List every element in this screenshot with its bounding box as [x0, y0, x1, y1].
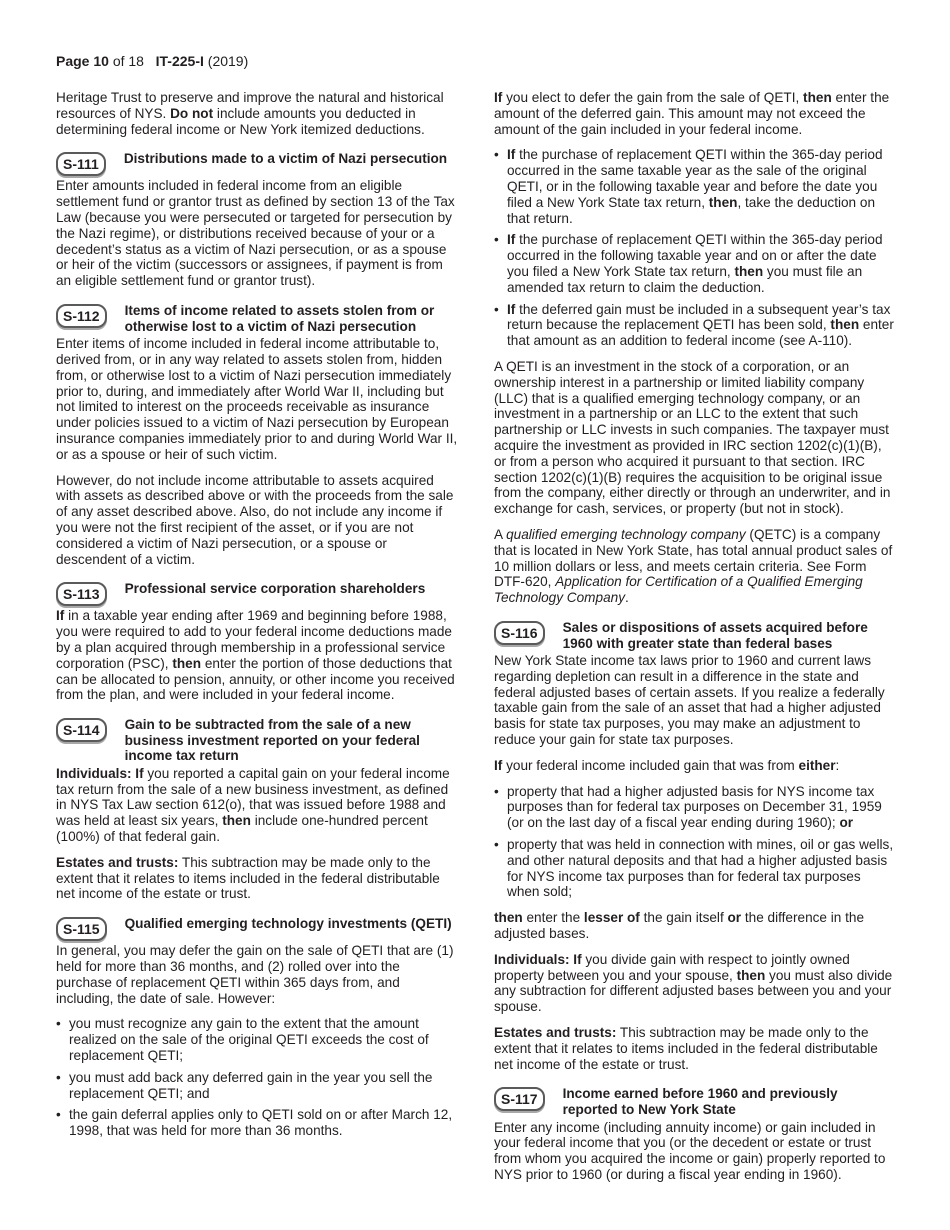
- list-item: • If the purchase of replacement QETI within the 365-day period occurred in the following taxable year and on or after the date you filed a New York State tax return, then you must file an amended tax return to claim the deduction.: [494, 232, 896, 295]
- s112-paragraph-2: However, do not include income attributable to assets acquired with assets as described above or with the proceeds from the sale of any asset described above. Also, do not include any income if you were not the first recipient of the asset, or if you are not considered a victim of Nazi persecution, or a spouse or descendent of a victim.: [56, 472, 454, 567]
- page-of-total: of 18: [112, 53, 144, 69]
- list-item: • If the purchase of replacement QETI within the 365-day period occurred in the same taxable year as the sale of the original QETI, or in the following taxable year and before the date you filed a New York State tax return, then, take the deduction on that return.: [494, 147, 896, 226]
- intro-paragraph: Heritage Trust to preserve and improve the natural and historical resources of NYS. Do not include amounts you deducted in determining federal income or New York itemized deductions.: [56, 90, 444, 137]
- s116-paragraph-3: then enter the lesser of the gain itself or the difference in the adjusted bases.: [494, 910, 865, 942]
- s116-estates-paragraph: Estates and trusts: This subtraction may be made only to the extent that it relates to items included in the federal distributable net income of the estate or trust.: [494, 1025, 878, 1072]
- s115-bullet-list: [56, 1016, 458, 1139]
- section-s115-header: [56, 916, 458, 941]
- list-item: • If the deferred gain must be included in a subsequent year’s tax return because the replacement QETI has been sold, then enter that amount as an addition to federal income (see A-110).: [494, 302, 896, 349]
- page-word: Page: [56, 53, 90, 69]
- section-title: Items of income related to assets stolen from or otherwise lost to a victim of Nazi persecution: [124, 302, 435, 334]
- section-code-badge: S-114: [56, 718, 107, 742]
- qeti-definition-paragraph: A QETI is an investment in the stock of a corporation, or an ownership interest in a partnership or limited liability company (LLC) that is a qualified emerging technology company, or an investment in a partnership or an LLC to the extent that such partnership or LLC invests in such companies. The taxpayer must acquire the investment as provided in IRC section 1202(c)(1)(B), or from a person who acquired it pursuant to that section. IRC section 1202(c)(1)(B) requires the acquisition to be original issue from the company, either directly or through an underwriter, and in exchange for cash, services, or property (but not in stock).: [494, 358, 891, 517]
- section-s117-header: [494, 1086, 896, 1117]
- s113-paragraph: If in a taxable year ending after 1969 and beginning before 1988, you were required to add to your federal income deductions made by a plan acquired through membership in a professional service corporation (PSC), then enter the portion of those deductions that can be allocated to pension, annuity, or other income you received from the plan, and were included in your federal income.: [56, 608, 455, 703]
- section-code-badge: S-117: [494, 1087, 545, 1111]
- section-title: Income earned before 1960 and previously reported to New York State: [562, 1086, 838, 1118]
- defer-paragraph: If you elect to defer the gain from the sale of QETI, then enter the amount of the deferred gain. This amount may not exceed the amount of the gain included in your federal income.: [494, 90, 890, 137]
- section-code-badge: S-112: [56, 304, 107, 328]
- section-title: Qualified emerging technology investments (QETI): [124, 916, 452, 932]
- list-item: • you must recognize any gain to the extent that the amount realized on the sale of the original QETI exceeds the cost of replacement QETI;: [56, 1016, 458, 1063]
- s112-paragraph-1: Enter items of income included in federal income attributable to, derived from, or in any way related to assets stolen from, hidden from, or otherwise lost to a victim of Nazi persecution immediately prior to, during, and immediately after World War II, including but not limited to interest on the proceeds receivable as insurance under policies issued to a victim of Nazi persecution by European insurance companies immediately prior to and during World War II, or as a spouse or heir of such victim.: [56, 336, 458, 462]
- s117-paragraph: Enter any income (including annuity income) or gain included in your federal income that you (or the decedent or estate or trust from whom you acquired the income or gain) properly reported to NYS prior to 1960 (or during a fiscal year ending in 1960).: [494, 1119, 886, 1182]
- section-title: Professional service corporation shareholders: [124, 581, 426, 597]
- section-title: Distributions made to a victim of Nazi persecution: [123, 151, 448, 167]
- s116-paragraph-2: If your federal income included gain that was from either:: [494, 757, 840, 773]
- section-s113-header: [56, 581, 458, 606]
- list-item: • the gain deferral applies only to QETI sold on or after March 12, 1998, that was held for more than 36 months.: [56, 1107, 458, 1139]
- s114-individuals-paragraph: Individuals: If you reported a capital gain on your federal income tax return from the sale of a new business investment, as defined in NYS Tax Law section 612(o), that was issued before 1988 and was held at least six years, then include one-hundred percent (100%) of that federal gain.: [56, 765, 450, 845]
- page-number: 10: [93, 53, 109, 69]
- s116-individuals-paragraph: Individuals: If you divide gain with respect to jointly owned property between you and your spouse, then you must also divide any subtraction for different adjusted bases between you and your spouse.: [494, 951, 893, 1015]
- list-item: • property that had a higher adjusted basis for NYS income tax purposes than for federal tax purposes on December 31, 1959 (or on the last day of a fiscal year ending during 1960); or: [494, 784, 896, 831]
- page-header: [56, 53, 248, 70]
- left-column: [56, 90, 458, 1149]
- form-id: IT-225-I: [155, 53, 204, 69]
- s115-paragraph: In general, you may defer the gain on the sale of QETI that are (1) held for more than 36 months, and (2) rolled over into the purchase of replacement QETI within 365 days from, and including, the date of sale. However:: [56, 943, 454, 1006]
- form-year: (2019): [207, 53, 249, 69]
- section-code-badge: S-113: [56, 582, 107, 606]
- section-code-badge: S-115: [56, 917, 107, 941]
- section-s111-header: [56, 151, 458, 176]
- section-code-badge: S-111: [56, 152, 106, 176]
- s116-paragraph-1: New York State income tax laws prior to 1960 and current laws regarding depletion can result in a difference in the state and federal adjusted bases of certain assets. If you realize a federally taxable gain from the sale of an asset that had a higher adjusted basis for state tax purposes, you may make an adjustment to reduce your gain for state tax purposes.: [494, 653, 885, 748]
- s111-paragraph: Enter amounts included in federal income from an eligible settlement fund or grantor trust as defined by section 13 of the Tax Law (because you were persecuted or targeted for persecution by the Nazi regime), or distributions received because of your or a decedent’s status as a victim of Nazi persecution, or as a spouse or heir of the victim (successors or assignees, if payment is from an eligible settlement fund or grantor trust).: [56, 178, 455, 289]
- right-column: [494, 90, 896, 1193]
- section-s116-header: [494, 620, 896, 651]
- list-item: • property that was held in connection with mines, oil or gas wells, and other natural deposits and that had a higher adjusted basis for NYS income tax purposes than for federal tax purposes when sold;: [494, 837, 896, 900]
- section-title: Sales or dispositions of assets acquired before 1960 with greater state than federal bases: [562, 619, 868, 651]
- section-s114-header: [56, 717, 458, 764]
- list-item: • you must add back any deferred gain in the year you sell the replacement QETI; and: [56, 1070, 458, 1102]
- s114-estates-paragraph: Estates and trusts: This subtraction may be made only to the extent that it relates to items included in the federal distributable net income of the estate or trust.: [56, 854, 440, 902]
- defer-bullet-list: [494, 147, 896, 349]
- section-s112-header: [56, 303, 458, 334]
- section-code-badge: S-116: [494, 621, 545, 645]
- section-title: Gain to be subtracted from the sale of a new business investment reported on your federal income tax return: [124, 717, 420, 764]
- qetc-definition-paragraph: A qualified emerging technology company (QETC) is a company that is located in New York State, has total annual product sales of 10 million dollars or less, and meets certain criteria. See Form DTF-620, Application for Certification of a Qualified Emerging Technology Company.: [494, 526, 893, 606]
- s116-bullet-list: [494, 784, 896, 901]
